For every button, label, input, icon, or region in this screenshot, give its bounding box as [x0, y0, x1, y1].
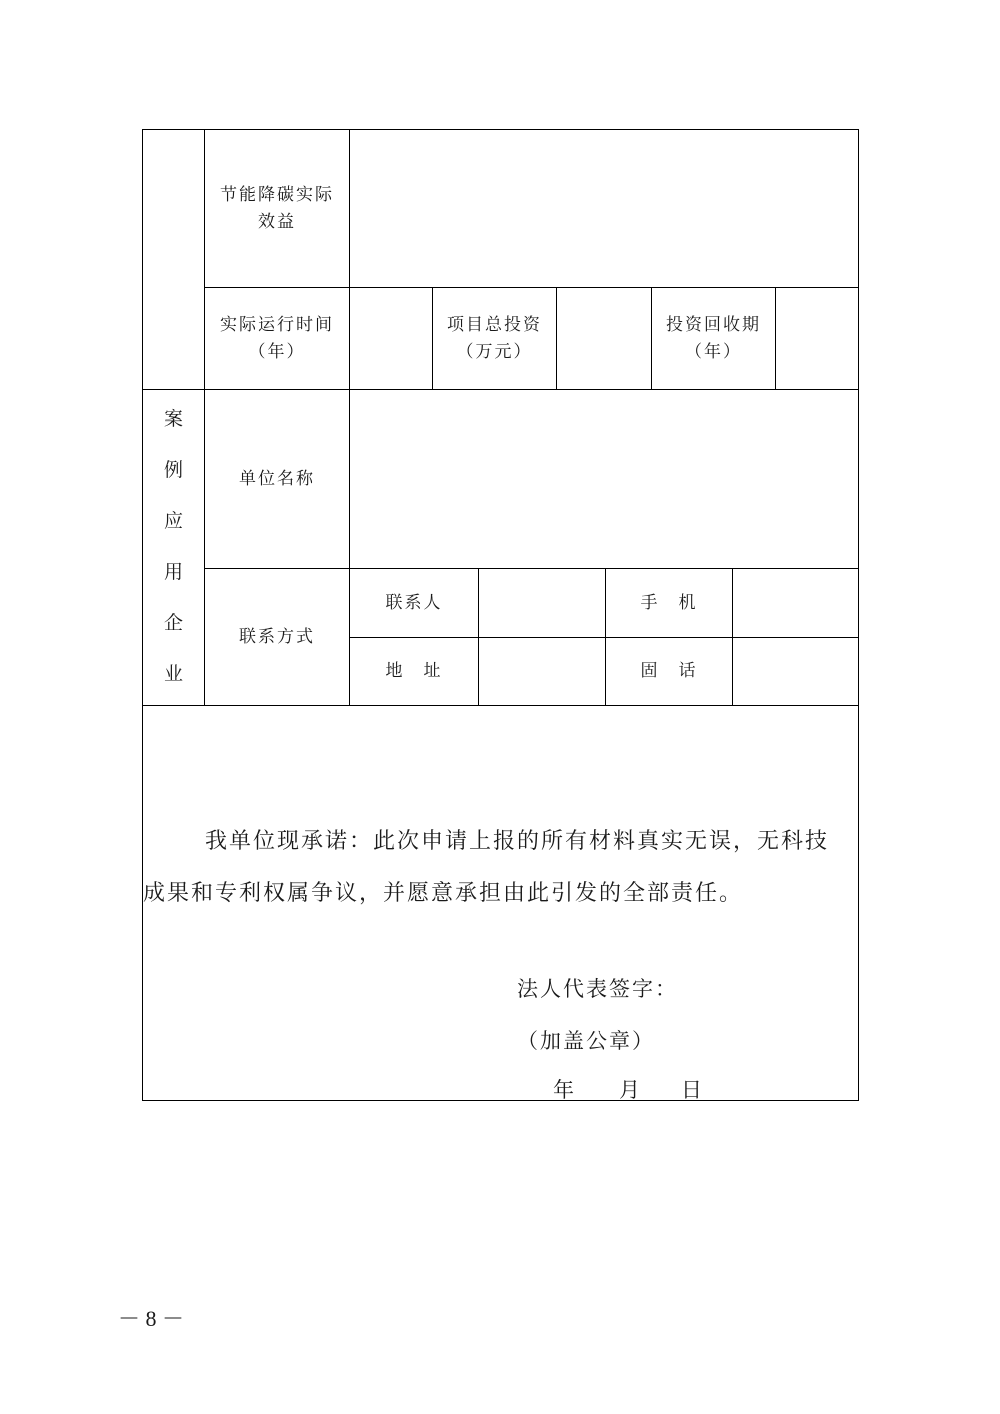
pledge-line-1: 我单位现承诺：此次申请上报的所有材料真实无误，无科技 [205, 829, 830, 854]
contact-method-label: 联系方式 [239, 626, 315, 647]
mobile-label: 手 机 [640, 592, 698, 613]
payback-label-line1: 投资回收期 [666, 314, 761, 335]
runtime-label-line1: 实际运行时间 [220, 314, 334, 335]
col-divider-payback-label [775, 288, 776, 390]
payback-label-line2: （年） [685, 341, 742, 362]
company-name-label: 单位名称 [239, 468, 315, 489]
application-form-table [142, 129, 859, 1101]
runtime-label [205, 288, 349, 389]
contact-person-label: 联系人 [385, 592, 443, 613]
benefit-label-line2: 效益 [258, 211, 296, 232]
section-char-5: 企 [163, 612, 183, 634]
enterprise-section-title [143, 394, 204, 700]
section-char-1: 案 [163, 408, 183, 430]
runtime-label-line2: （年） [248, 341, 306, 362]
row-divider-enterprise-end [143, 705, 859, 706]
date-year: 年 [553, 1078, 576, 1102]
seal-label: （加盖公章） [517, 1029, 655, 1053]
investment-label-line1: 项目总投资 [447, 314, 542, 335]
section-char-4: 用 [163, 561, 183, 583]
date-month: 月 [619, 1078, 642, 1102]
page-number: － 8 － [118, 1306, 185, 1331]
section-char-6: 业 [163, 663, 183, 685]
investment-label-line2: （万元） [456, 341, 533, 362]
section-char-3: 应 [163, 510, 183, 532]
phone-label: 固 话 [640, 661, 698, 681]
benefit-label-line1: 节能降碳实际 [220, 184, 334, 205]
col-divider-investment-label [556, 288, 557, 390]
date-day: 日 [681, 1078, 704, 1102]
address-label: 地 址 [385, 661, 443, 681]
section-char-2: 例 [163, 459, 183, 481]
signature-label: 法人代表签字： [517, 977, 678, 1001]
investment-label [433, 288, 556, 389]
payback-label [652, 288, 775, 389]
benefit-label [205, 130, 349, 287]
pledge-line-2: 成果和专利权属争议，并愿意承担由此引发的全部责任。 [143, 881, 744, 906]
